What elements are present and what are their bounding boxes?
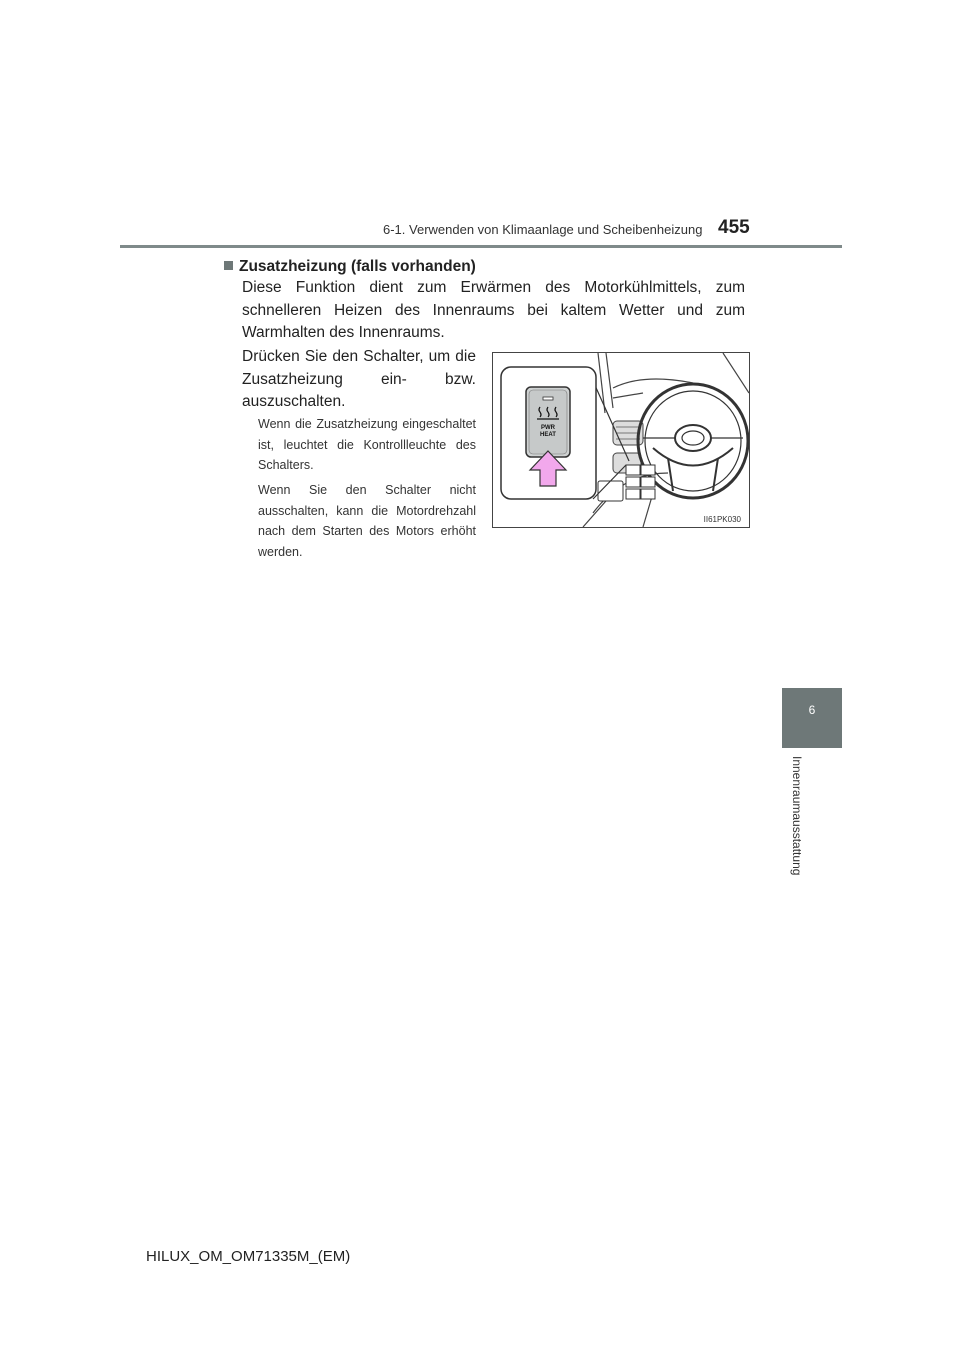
section-title: 6-1. Verwenden von Klimaanlage und Scheibenheizung — [383, 222, 703, 237]
dashboard-drawing — [493, 353, 749, 527]
note-indicator: Wenn die Zusatzheizung eingeschaltet ist, leuchtet die Kontrollleuchte des Schalters. — [258, 417, 476, 472]
note-engine-speed: Wenn Sie den Schalter nicht ausschalten, kann die Motordrehzahl nach dem Starten des Motors erhöht werden. — [258, 483, 476, 559]
document-id: HILUX_OM_OM71335M_(EM) — [146, 1248, 351, 1265]
instruction-paragraph: Drücken Sie den Schalter, um die Zusatzheizung ein- bzw. auszuschalten. — [242, 348, 476, 410]
dashboard-illustration — [492, 352, 750, 528]
square-bullet-icon — [224, 261, 233, 270]
chapter-label: Innenraumausstattung — [790, 756, 804, 876]
section-heading — [224, 258, 476, 276]
pwr-heat-switch — [526, 387, 570, 457]
page-number: 455 — [718, 217, 750, 238]
intro-paragraph: Diese Funktion dient zum Erwärmen des Motorkühlmittels, zum schnelleren Heizen des Innenraums bei kaltem Wetter und zum Warmhalten des Innenraums. — [242, 279, 745, 341]
chapter-tab — [782, 688, 842, 748]
heading-text: Zusatzheizung (falls vorhanden) — [239, 258, 476, 275]
switch-label-pwr: PWR — [541, 425, 555, 431]
figure-code: II61PK030 — [703, 515, 741, 524]
header-divider — [120, 245, 842, 248]
indicator-light-icon — [543, 397, 553, 400]
switch-label-heat: HEAT — [540, 432, 556, 438]
chapter-number: 6 — [808, 703, 816, 717]
